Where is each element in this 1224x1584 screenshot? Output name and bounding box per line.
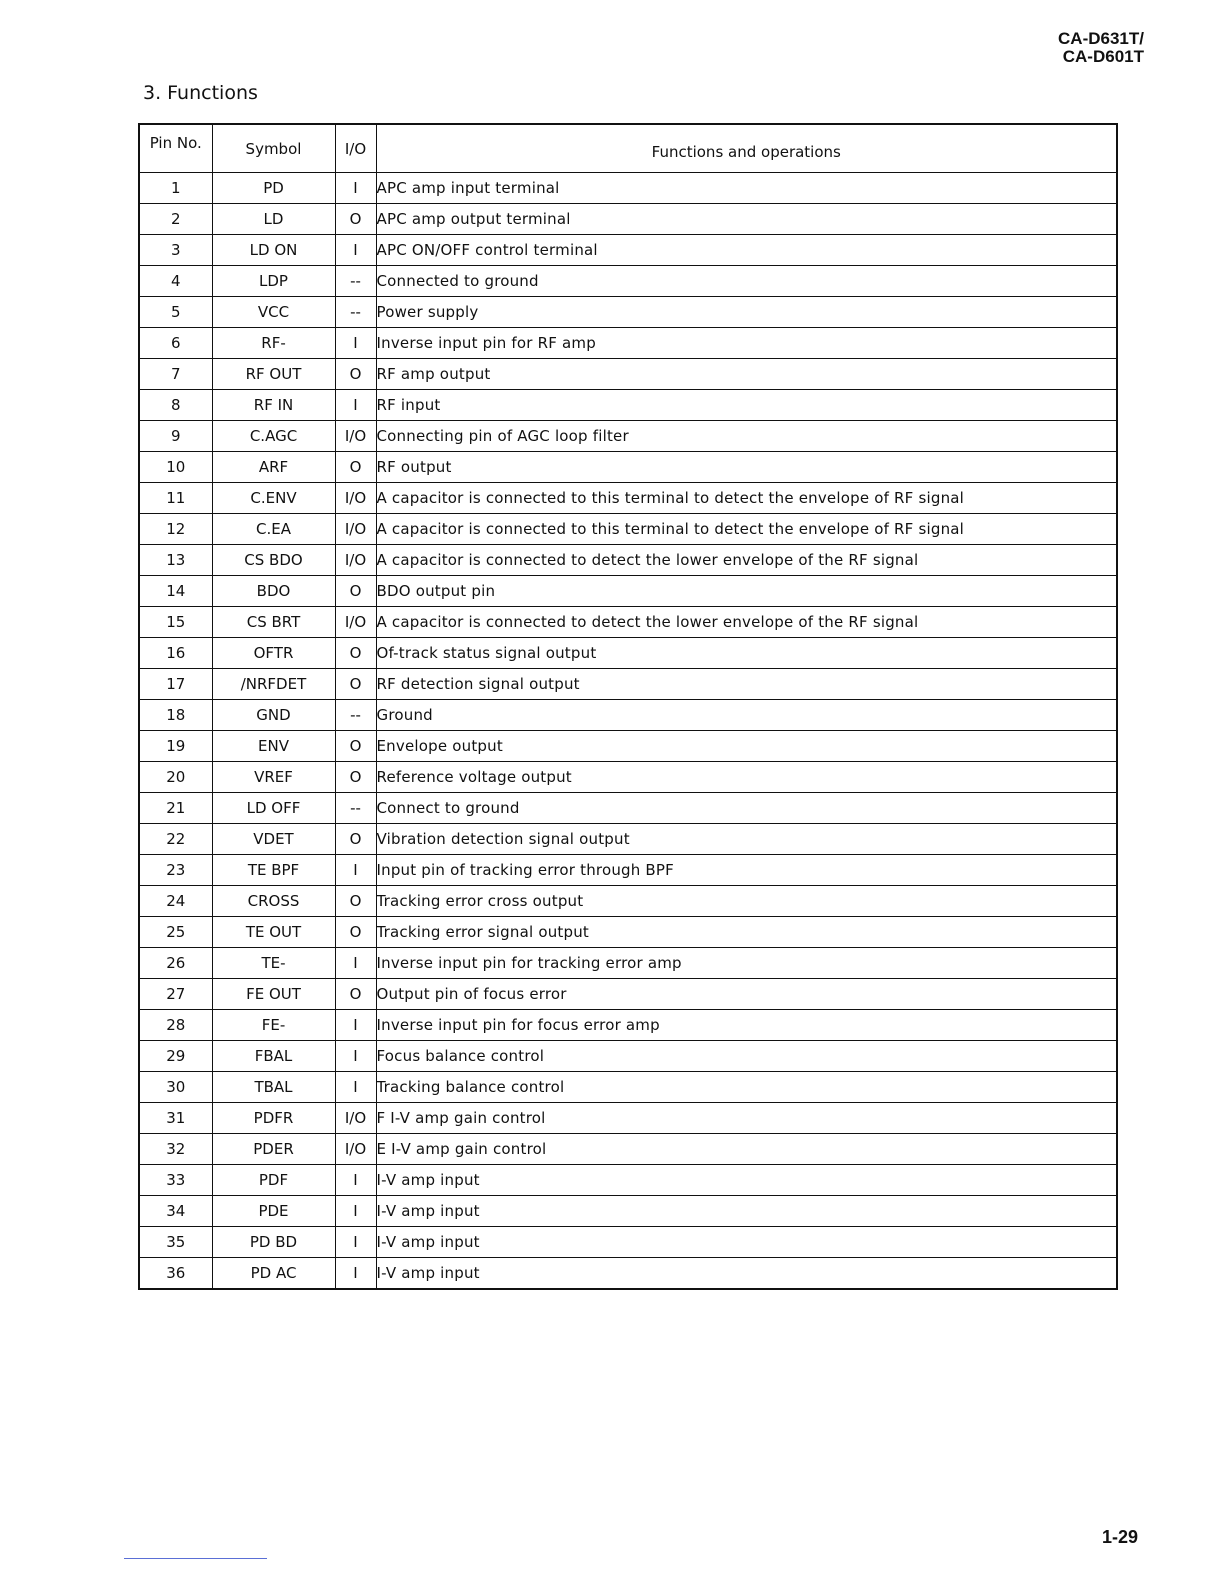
symbol-cell: CS BDO xyxy=(212,545,335,576)
bottom-underline-mark xyxy=(124,1558,267,1559)
function-cell: F I-V amp gain control xyxy=(376,1103,1117,1134)
functions-table xyxy=(138,123,1118,1290)
table-row xyxy=(139,297,1117,328)
symbol-cell: OFTR xyxy=(212,638,335,669)
pin-number-cell: 31 xyxy=(139,1103,212,1134)
function-cell: RF detection signal output xyxy=(376,669,1117,700)
function-cell: Connecting pin of AGC loop filter xyxy=(376,421,1117,452)
function-cell: Reference voltage output xyxy=(376,762,1117,793)
table-row xyxy=(139,1134,1117,1165)
table-row xyxy=(139,545,1117,576)
pin-number-cell: 5 xyxy=(139,297,212,328)
table-row xyxy=(139,514,1117,545)
pin-number-cell: 9 xyxy=(139,421,212,452)
symbol-cell: /NRFDET xyxy=(212,669,335,700)
table-row xyxy=(139,328,1117,359)
pin-number-cell: 23 xyxy=(139,855,212,886)
pin-number-cell: 7 xyxy=(139,359,212,390)
function-cell: E I-V amp gain control xyxy=(376,1134,1117,1165)
io-cell: I xyxy=(335,1010,376,1041)
io-cell: I xyxy=(335,235,376,266)
symbol-cell: ARF xyxy=(212,452,335,483)
model-number-line-1: CA-D631T/ xyxy=(1058,29,1144,48)
table-row xyxy=(139,948,1117,979)
pin-number-cell: 35 xyxy=(139,1227,212,1258)
symbol-cell: PD xyxy=(212,173,335,204)
function-cell: Inverse input pin for RF amp xyxy=(376,328,1117,359)
function-cell: BDO output pin xyxy=(376,576,1117,607)
function-cell: APC amp output terminal xyxy=(376,204,1117,235)
pin-number-cell: 18 xyxy=(139,700,212,731)
pin-number-cell: 33 xyxy=(139,1165,212,1196)
pin-number-cell: 15 xyxy=(139,607,212,638)
pin-number-cell: 30 xyxy=(139,1072,212,1103)
io-cell: I xyxy=(335,390,376,421)
header-symbol: Symbol xyxy=(212,124,335,173)
table-row xyxy=(139,1227,1117,1258)
symbol-cell: RF OUT xyxy=(212,359,335,390)
function-cell: Tracking balance control xyxy=(376,1072,1117,1103)
pin-number-cell: 17 xyxy=(139,669,212,700)
table-row xyxy=(139,1196,1117,1227)
io-cell: I/O xyxy=(335,483,376,514)
io-cell: I xyxy=(335,1258,376,1290)
function-cell: Of-track status signal output xyxy=(376,638,1117,669)
pin-number-cell: 2 xyxy=(139,204,212,235)
io-cell: I xyxy=(335,1227,376,1258)
function-cell: A capacitor is connected to this terminal to detect the envelope of RF signal xyxy=(376,514,1117,545)
model-number-header xyxy=(1058,30,1144,66)
symbol-cell: C.ENV xyxy=(212,483,335,514)
io-cell: O xyxy=(335,762,376,793)
pin-number-cell: 4 xyxy=(139,266,212,297)
function-cell: Vibration detection signal output xyxy=(376,824,1117,855)
pin-number-cell: 11 xyxy=(139,483,212,514)
io-cell: O xyxy=(335,669,376,700)
model-number-line-2: CA-D601T xyxy=(1062,47,1144,66)
header-io: I/O xyxy=(335,124,376,173)
symbol-cell: TBAL xyxy=(212,1072,335,1103)
table-row xyxy=(139,1041,1117,1072)
io-cell: O xyxy=(335,452,376,483)
io-cell: I/O xyxy=(335,607,376,638)
symbol-cell: LD OFF xyxy=(212,793,335,824)
symbol-cell: VDET xyxy=(212,824,335,855)
function-cell: Input pin of tracking error through BPF xyxy=(376,855,1117,886)
io-cell: O xyxy=(335,576,376,607)
function-cell: Connect to ground xyxy=(376,793,1117,824)
pin-number-cell: 13 xyxy=(139,545,212,576)
table-row xyxy=(139,359,1117,390)
functions-table-container xyxy=(138,123,1116,1290)
pin-number-cell: 21 xyxy=(139,793,212,824)
io-cell: -- xyxy=(335,266,376,297)
io-cell: I xyxy=(335,1165,376,1196)
table-row xyxy=(139,204,1117,235)
symbol-cell: C.EA xyxy=(212,514,335,545)
pin-number-cell: 25 xyxy=(139,917,212,948)
io-cell: -- xyxy=(335,700,376,731)
symbol-cell: GND xyxy=(212,700,335,731)
pin-number-cell: 6 xyxy=(139,328,212,359)
function-cell: Output pin of focus error xyxy=(376,979,1117,1010)
function-cell: RF output xyxy=(376,452,1117,483)
symbol-cell: CS BRT xyxy=(212,607,335,638)
function-cell: I-V amp input xyxy=(376,1196,1117,1227)
table-row xyxy=(139,421,1117,452)
pin-number-cell: 32 xyxy=(139,1134,212,1165)
table-row xyxy=(139,1103,1117,1134)
pin-number-cell: 22 xyxy=(139,824,212,855)
function-cell: RF amp output xyxy=(376,359,1117,390)
symbol-cell: TE BPF xyxy=(212,855,335,886)
symbol-cell: VCC xyxy=(212,297,335,328)
table-row xyxy=(139,173,1117,204)
function-cell: APC ON/OFF control terminal xyxy=(376,235,1117,266)
table-row xyxy=(139,917,1117,948)
symbol-cell: FE- xyxy=(212,1010,335,1041)
pin-number-cell: 8 xyxy=(139,390,212,421)
pin-number-cell: 29 xyxy=(139,1041,212,1072)
pin-number-cell: 26 xyxy=(139,948,212,979)
symbol-cell: RF- xyxy=(212,328,335,359)
table-row xyxy=(139,979,1117,1010)
io-cell: I/O xyxy=(335,545,376,576)
table-row xyxy=(139,235,1117,266)
symbol-cell: RF IN xyxy=(212,390,335,421)
io-cell: I xyxy=(335,173,376,204)
function-cell: Focus balance control xyxy=(376,1041,1117,1072)
header-pin-no: Pin No. xyxy=(139,124,212,173)
function-cell: Ground xyxy=(376,700,1117,731)
table-row xyxy=(139,731,1117,762)
symbol-cell: PDER xyxy=(212,1134,335,1165)
table-row xyxy=(139,452,1117,483)
symbol-cell: TE- xyxy=(212,948,335,979)
symbol-cell: CROSS xyxy=(212,886,335,917)
symbol-cell: VREF xyxy=(212,762,335,793)
pin-number-cell: 14 xyxy=(139,576,212,607)
symbol-cell: PD BD xyxy=(212,1227,335,1258)
io-cell: I/O xyxy=(335,514,376,545)
io-cell: -- xyxy=(335,793,376,824)
function-cell: RF input xyxy=(376,390,1117,421)
function-cell: Inverse input pin for focus error amp xyxy=(376,1010,1117,1041)
function-cell: Tracking error cross output xyxy=(376,886,1117,917)
table-row xyxy=(139,886,1117,917)
table-row xyxy=(139,1010,1117,1041)
symbol-cell: PDE xyxy=(212,1196,335,1227)
table-row xyxy=(139,576,1117,607)
io-cell: O xyxy=(335,886,376,917)
io-cell: I xyxy=(335,1041,376,1072)
table-row xyxy=(139,390,1117,421)
function-cell: Inverse input pin for tracking error amp xyxy=(376,948,1117,979)
symbol-cell: LDP xyxy=(212,266,335,297)
function-cell: A capacitor is connected to detect the lower envelope of the RF signal xyxy=(376,545,1117,576)
function-cell: A capacitor is connected to this terminal to detect the envelope of RF signal xyxy=(376,483,1117,514)
section-title: 3. Functions xyxy=(143,82,258,104)
function-cell: Power supply xyxy=(376,297,1117,328)
pin-number-cell: 34 xyxy=(139,1196,212,1227)
pin-number-cell: 28 xyxy=(139,1010,212,1041)
io-cell: O xyxy=(335,824,376,855)
io-cell: I/O xyxy=(335,1134,376,1165)
functions-table-body xyxy=(139,173,1117,1290)
function-cell: I-V amp input xyxy=(376,1227,1117,1258)
page-number: 1-29 xyxy=(1101,1527,1138,1547)
io-cell: I xyxy=(335,1072,376,1103)
symbol-cell: TE OUT xyxy=(212,917,335,948)
symbol-cell: ENV xyxy=(212,731,335,762)
symbol-cell: LD xyxy=(212,204,335,235)
io-cell: O xyxy=(335,204,376,235)
symbol-cell: LD ON xyxy=(212,235,335,266)
symbol-cell: FE OUT xyxy=(212,979,335,1010)
pin-number-cell: 3 xyxy=(139,235,212,266)
symbol-cell: C.AGC xyxy=(212,421,335,452)
table-row xyxy=(139,824,1117,855)
table-row xyxy=(139,793,1117,824)
table-header-row xyxy=(139,124,1117,173)
io-cell: I xyxy=(335,855,376,886)
table-row xyxy=(139,483,1117,514)
table-row xyxy=(139,607,1117,638)
pin-number-cell: 36 xyxy=(139,1258,212,1290)
table-row xyxy=(139,700,1117,731)
io-cell: I xyxy=(335,948,376,979)
symbol-cell: PDFR xyxy=(212,1103,335,1134)
io-cell: O xyxy=(335,917,376,948)
io-cell: I/O xyxy=(335,421,376,452)
pin-number-cell: 1 xyxy=(139,173,212,204)
io-cell: O xyxy=(335,359,376,390)
symbol-cell: PD AC xyxy=(212,1258,335,1290)
function-cell: A capacitor is connected to detect the lower envelope of the RF signal xyxy=(376,607,1117,638)
pin-number-cell: 24 xyxy=(139,886,212,917)
pin-number-cell: 19 xyxy=(139,731,212,762)
function-cell: APC amp input terminal xyxy=(376,173,1117,204)
pin-number-cell: 20 xyxy=(139,762,212,793)
table-row xyxy=(139,638,1117,669)
io-cell: O xyxy=(335,979,376,1010)
symbol-cell: FBAL xyxy=(212,1041,335,1072)
table-row xyxy=(139,1258,1117,1290)
symbol-cell: PDF xyxy=(212,1165,335,1196)
table-row xyxy=(139,762,1117,793)
io-cell: O xyxy=(335,638,376,669)
io-cell: I xyxy=(335,1196,376,1227)
io-cell: -- xyxy=(335,297,376,328)
table-row xyxy=(139,1072,1117,1103)
io-cell: I/O xyxy=(335,1103,376,1134)
table-row xyxy=(139,855,1117,886)
function-cell: Connected to ground xyxy=(376,266,1117,297)
function-cell: Tracking error signal output xyxy=(376,917,1117,948)
pin-number-cell: 12 xyxy=(139,514,212,545)
function-cell: I-V amp input xyxy=(376,1258,1117,1290)
pin-number-cell: 27 xyxy=(139,979,212,1010)
function-cell: Envelope output xyxy=(376,731,1117,762)
function-cell: I-V amp input xyxy=(376,1165,1117,1196)
header-functions: Functions and operations xyxy=(376,124,1117,173)
table-row xyxy=(139,266,1117,297)
table-row xyxy=(139,669,1117,700)
table-row xyxy=(139,1165,1117,1196)
io-cell: O xyxy=(335,731,376,762)
pin-number-cell: 10 xyxy=(139,452,212,483)
symbol-cell: BDO xyxy=(212,576,335,607)
pin-number-cell: 16 xyxy=(139,638,212,669)
io-cell: I xyxy=(335,328,376,359)
